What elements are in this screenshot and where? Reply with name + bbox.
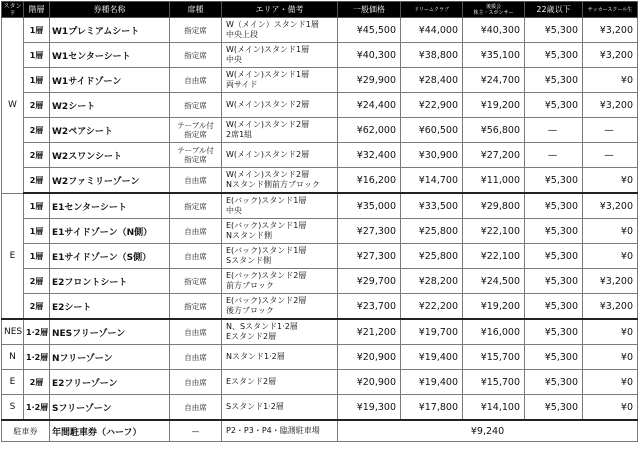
area-cell: E(バック)スタンド2層 前方ブロック [222, 269, 338, 294]
parking-label: 駐車券 [2, 420, 50, 442]
seat-type-cell: 指定席 [170, 43, 222, 68]
general-price-cell: ¥29,900 [338, 68, 401, 93]
seat-type-cell: 指定席 [170, 294, 222, 320]
seat-type-cell: 指定席 [170, 193, 222, 219]
school-price-cell: ¥0 [583, 319, 638, 345]
table-row [2, 93, 638, 118]
area-cell: E(バック)スタンド1層 中央 [222, 193, 338, 219]
school-price-cell: ¥0 [583, 244, 638, 269]
general-price-cell: ¥24,400 [338, 93, 401, 118]
sponsor-price-cell: ¥16,000 [463, 319, 525, 345]
table-row [2, 319, 638, 345]
seat-type-cell: 自由席 [170, 370, 222, 395]
general-price-cell: ¥19,300 [338, 395, 401, 421]
sponsor-price-cell: ¥14,100 [463, 395, 525, 421]
area-cell: Nスタンド1·2層 [222, 345, 338, 370]
seat-type-cell: 指定席 [170, 18, 222, 43]
floor-cell: 2層 [24, 168, 50, 194]
header-sponsor: 後援会 株主・スポンサー [463, 2, 525, 18]
header-seat-type: 席種 [170, 2, 222, 18]
area-cell: E(バック)スタンド1層 Sスタンド側 [222, 244, 338, 269]
floor-cell: 1層 [24, 68, 50, 93]
seat-type-cell: 自由席 [170, 244, 222, 269]
under22-price-cell: ¥5,300 [525, 345, 583, 370]
floor-cell: 1層 [24, 219, 50, 244]
sponsor-price-cell: ¥24,500 [463, 269, 525, 294]
table-row [2, 269, 638, 294]
header-row [2, 2, 638, 18]
dream-price-cell: ¥22,900 [401, 93, 463, 118]
sponsor-price-cell: ¥24,700 [463, 68, 525, 93]
school-price-cell: ¥0 [583, 68, 638, 93]
school-price-cell: — [583, 143, 638, 168]
stand-group-cell: W [2, 18, 24, 194]
parking-row [2, 420, 638, 442]
under22-price-cell: ¥5,300 [525, 395, 583, 421]
dream-price-cell: ¥33,500 [401, 193, 463, 219]
table-row [2, 18, 638, 43]
floor-cell: 2層 [24, 370, 50, 395]
under22-price-cell: — [525, 143, 583, 168]
sponsor-price-cell: ¥11,000 [463, 168, 525, 194]
table-row [2, 143, 638, 168]
sponsor-price-cell: ¥15,700 [463, 370, 525, 395]
table-row [2, 244, 638, 269]
seat-type-cell: 指定席 [170, 269, 222, 294]
header-stand: スタンド [3, 2, 22, 17]
stand-group-cell: S [2, 395, 24, 421]
sponsor-price-cell: ¥40,300 [463, 18, 525, 43]
parking-ticket-name: 年間駐車券（ハーフ） [50, 420, 170, 442]
ticket-name-cell: E2フリーゾーン [50, 370, 170, 395]
school-price-cell: ¥3,200 [583, 43, 638, 68]
floor-cell: 1·2層 [24, 395, 50, 421]
stand-group-cell: NES [2, 319, 24, 345]
general-price-cell: ¥29,700 [338, 269, 401, 294]
school-price-cell: ¥3,200 [583, 93, 638, 118]
table-row [2, 294, 638, 320]
ticket-name-cell: W1プレミアムシート [50, 18, 170, 43]
under22-price-cell: ¥5,300 [525, 219, 583, 244]
ticket-name-cell: W1サイドゾーン [50, 68, 170, 93]
under22-price-cell: ¥5,300 [525, 18, 583, 43]
under22-price-cell: ¥5,300 [525, 168, 583, 194]
floor-cell: 2層 [24, 143, 50, 168]
ticket-name-cell: W2ペアシート [50, 118, 170, 143]
area-cell: W(メイン)スタンド1層 中央 [222, 43, 338, 68]
school-price-cell: ¥0 [583, 370, 638, 395]
under22-price-cell: ¥5,300 [525, 294, 583, 320]
dream-price-cell: ¥19,400 [401, 370, 463, 395]
dream-price-cell: ¥60,500 [401, 118, 463, 143]
dream-price-cell: ¥30,900 [401, 143, 463, 168]
sponsor-price-cell: ¥22,100 [463, 219, 525, 244]
area-cell: W（メイン）スタンド1層 中央上段 [222, 18, 338, 43]
seat-type-cell: 自由席 [170, 168, 222, 194]
under22-price-cell: ¥5,300 [525, 93, 583, 118]
general-price-cell: ¥20,900 [338, 370, 401, 395]
school-price-cell: ¥0 [583, 345, 638, 370]
seat-type-cell: 自由席 [170, 319, 222, 345]
stand-group-cell: E [2, 193, 24, 319]
sponsor-price-cell: ¥35,100 [463, 43, 525, 68]
dream-price-cell: ¥22,200 [401, 294, 463, 320]
parking-area: P2・P3・P4・臨測駐車場 [222, 420, 338, 442]
ticket-name-cell: NESフリーゾーン [50, 319, 170, 345]
school-price-cell: ¥3,200 [583, 269, 638, 294]
ticket-name-cell: E1センターシート [50, 193, 170, 219]
table-row [2, 168, 638, 194]
sponsor-price-cell: ¥27,200 [463, 143, 525, 168]
ticket-name-cell: Sフリーゾーン [50, 395, 170, 421]
table-row [2, 43, 638, 68]
parking-price: ¥9,240 [338, 420, 638, 442]
seat-type-cell: 自由席 [170, 395, 222, 421]
table-row [2, 193, 638, 219]
floor-cell: 2層 [24, 294, 50, 320]
ticket-name-cell: E2シート [50, 294, 170, 320]
stand-group-cell: E [2, 370, 24, 395]
seat-type-cell: 指定席 [170, 93, 222, 118]
under22-price-cell: — [525, 118, 583, 143]
parking-seat-type: — [170, 420, 222, 442]
season-ticket-price-table [1, 1, 638, 442]
general-price-cell: ¥21,200 [338, 319, 401, 345]
school-price-cell: ¥0 [583, 168, 638, 194]
school-price-cell: ¥3,200 [583, 18, 638, 43]
general-price-cell: ¥32,400 [338, 143, 401, 168]
under22-price-cell: ¥5,300 [525, 269, 583, 294]
general-price-cell: ¥27,300 [338, 219, 401, 244]
seat-type-cell: 自由席 [170, 219, 222, 244]
under22-price-cell: ¥5,300 [525, 319, 583, 345]
area-cell: W(メイン)スタンド2層 [222, 143, 338, 168]
table-row [2, 219, 638, 244]
school-price-cell: ¥3,200 [583, 294, 638, 320]
seat-type-cell: テーブル付 指定席 [170, 118, 222, 143]
general-price-cell: ¥40,300 [338, 43, 401, 68]
stand-group-cell: N [2, 345, 24, 370]
seat-type-cell: 自由席 [170, 68, 222, 93]
header-floor: 階層 [24, 2, 50, 18]
dream-price-cell: ¥38,800 [401, 43, 463, 68]
header-ticket-name: 券種名称 [50, 2, 170, 18]
floor-cell: 1層 [24, 18, 50, 43]
area-cell: E(バック)スタンド1層 Nスタンド側 [222, 219, 338, 244]
dream-price-cell: ¥28,200 [401, 269, 463, 294]
floor-cell: 2層 [24, 269, 50, 294]
under22-price-cell: ¥5,300 [525, 370, 583, 395]
area-cell: Eスタンド2層 [222, 370, 338, 395]
general-price-cell: ¥16,200 [338, 168, 401, 194]
table-row [2, 345, 638, 370]
area-cell: W(メイン)スタンド2層 Nスタンド側前方ブロック [222, 168, 338, 194]
ticket-name-cell: W2ファミリーゾーン [50, 168, 170, 194]
header-under22: 22歳以下 [525, 2, 583, 18]
under22-price-cell: ¥5,300 [525, 68, 583, 93]
floor-cell: 2層 [24, 93, 50, 118]
area-cell: W(メイン)スタンド1層 両サイド [222, 68, 338, 93]
ticket-name-cell: E1サイドゾーン（N側） [50, 219, 170, 244]
dream-price-cell: ¥19,400 [401, 345, 463, 370]
area-cell: W(メイン)スタンド2層 2席1組 [222, 118, 338, 143]
sponsor-price-cell: ¥29,800 [463, 193, 525, 219]
school-price-cell: ¥3,200 [583, 193, 638, 219]
ticket-name-cell: E2フロントシート [50, 269, 170, 294]
ticket-name-cell: W1センターシート [50, 43, 170, 68]
ticket-name-cell: W2スワンシート [50, 143, 170, 168]
under22-price-cell: ¥5,300 [525, 193, 583, 219]
header-general-price: 一般価格 [338, 2, 401, 18]
sponsor-price-cell: ¥19,200 [463, 93, 525, 118]
dream-price-cell: ¥17,800 [401, 395, 463, 421]
general-price-cell: ¥35,000 [338, 193, 401, 219]
dream-price-cell: ¥19,700 [401, 319, 463, 345]
sponsor-price-cell: ¥19,200 [463, 294, 525, 320]
ticket-name-cell: W2シート [50, 93, 170, 118]
school-price-cell: — [583, 118, 638, 143]
under22-price-cell: ¥5,300 [525, 244, 583, 269]
area-cell: W(メイン)スタンド2層 [222, 93, 338, 118]
floor-cell: 1層 [24, 43, 50, 68]
sponsor-price-cell: ¥56,800 [463, 118, 525, 143]
floor-cell: 1·2層 [24, 319, 50, 345]
area-cell: E(バック)スタンド2層 後方ブロック [222, 294, 338, 320]
dream-price-cell: ¥25,800 [401, 219, 463, 244]
floor-cell: 2層 [24, 118, 50, 143]
general-price-cell: ¥23,700 [338, 294, 401, 320]
header-area-note: エリア・備考 [222, 2, 338, 18]
dream-price-cell: ¥28,400 [401, 68, 463, 93]
school-price-cell: ¥0 [583, 395, 638, 421]
floor-cell: 1·2層 [24, 345, 50, 370]
area-cell: N、Sスタンド1·2層 Eスタンド2層 [222, 319, 338, 345]
sponsor-price-cell: ¥22,100 [463, 244, 525, 269]
floor-cell: 1層 [24, 244, 50, 269]
header-soccer-school: サッカースクール生 [583, 2, 638, 18]
table-row [2, 68, 638, 93]
dream-price-cell: ¥14,700 [401, 168, 463, 194]
ticket-name-cell: Nフリーゾーン [50, 345, 170, 370]
seat-type-cell: 自由席 [170, 345, 222, 370]
general-price-cell: ¥27,300 [338, 244, 401, 269]
table-row [2, 370, 638, 395]
dream-price-cell: ¥44,000 [401, 18, 463, 43]
area-cell: Sスタンド1·2層 [222, 395, 338, 421]
general-price-cell: ¥62,000 [338, 118, 401, 143]
ticket-name-cell: E1サイドゾーン（S側） [50, 244, 170, 269]
table-row [2, 395, 638, 421]
floor-cell: 1層 [24, 193, 50, 219]
general-price-cell: ¥20,900 [338, 345, 401, 370]
under22-price-cell: ¥5,300 [525, 43, 583, 68]
general-price-cell: ¥45,500 [338, 18, 401, 43]
sponsor-price-cell: ¥15,700 [463, 345, 525, 370]
dream-price-cell: ¥25,800 [401, 244, 463, 269]
school-price-cell: ¥0 [583, 219, 638, 244]
header-dream-club: ドリームクラブ [401, 2, 463, 18]
table-row [2, 118, 638, 143]
seat-type-cell: テーブル付 指定席 [170, 143, 222, 168]
